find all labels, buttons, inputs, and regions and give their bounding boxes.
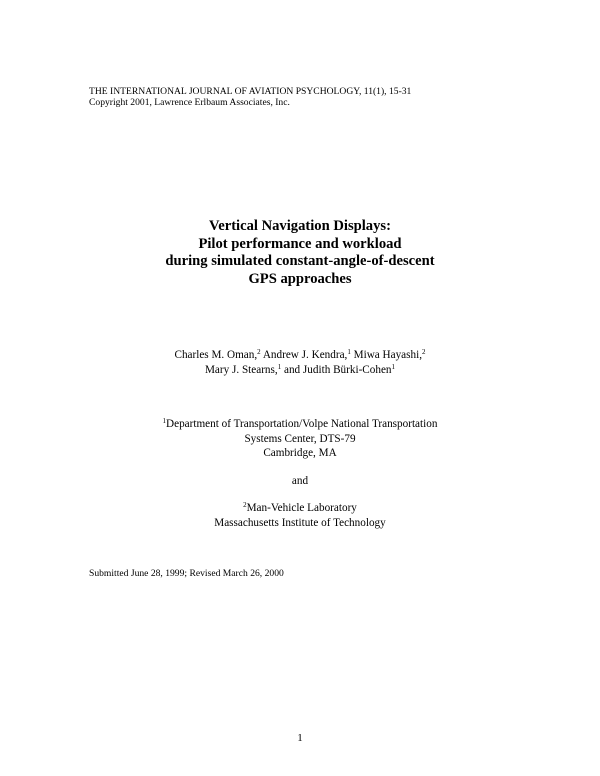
affiliation-line: Massachusetts Institute of Technology — [214, 516, 386, 529]
title-line: during simulated constant-angle-of-descent — [165, 253, 435, 269]
author-list — [0, 348, 600, 377]
copyright-notice: Copyright 2001, Lawrence Erlbaum Associates, Inc. — [89, 97, 290, 108]
and-separator: and — [291, 475, 309, 487]
paper-title — [0, 218, 600, 288]
journal-citation: THE INTERNATIONAL JOURNAL OF AVIATION PSYCHOLOGY, 11(1), 15-31 — [89, 86, 412, 97]
affiliation-marker: 2 — [257, 348, 261, 356]
author-name: Charles M. Oman, — [174, 349, 258, 361]
author-line — [0, 348, 600, 363]
affiliation-line: Systems Center, DTS-79 — [244, 432, 356, 445]
affiliation-2 — [0, 501, 600, 530]
affiliation-marker: 1 — [347, 348, 351, 356]
page-number: 1 — [297, 732, 303, 744]
title-line: Vertical Navigation Displays: — [209, 218, 391, 234]
journal-header — [89, 86, 411, 108]
affiliation-line: $^1$Department of Transportation/Volpe National Transportation — [162, 417, 438, 430]
affiliation-marker: 1 — [391, 362, 396, 371]
affiliation-marker: 1 — [277, 362, 282, 371]
affiliation-line: Cambridge, MA — [263, 447, 337, 459]
affiliation-marker: 2 — [243, 501, 247, 509]
author-name: and Judith Bürki-Cohen — [283, 363, 392, 376]
author-name: Andrew J. Kendra, — [262, 349, 348, 361]
author-line — [0, 363, 600, 378]
title-line: GPS approaches — [248, 270, 352, 287]
affiliation-marker: 2 — [422, 348, 426, 356]
author-name: Miwa Hayashi, — [353, 349, 422, 361]
affiliation-1 — [0, 417, 600, 461]
affiliation-line: $^2$Man-Vehicle Laboratory — [243, 501, 357, 514]
author-name: Mary J. Stearns, — [204, 363, 278, 376]
submission-dates: Submitted June 28, 1999; Revised March 26, 2000 — [89, 568, 284, 579]
title-line: Pilot performance and workload — [198, 235, 402, 252]
affiliation-marker: 1 — [162, 417, 167, 425]
